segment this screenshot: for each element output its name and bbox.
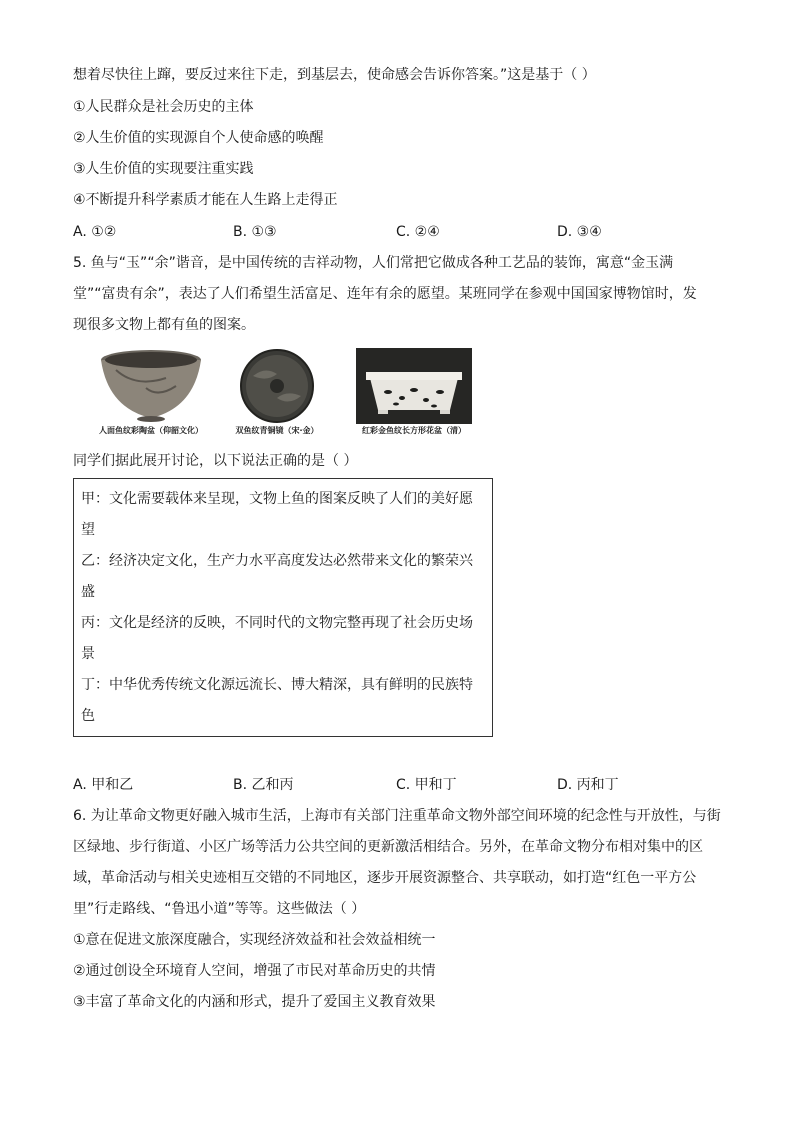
statement-jia-1: 甲：文化需要载体来呈现，文物上鱼的图案反映了人们的美好愿: [81, 491, 473, 507]
statement-yi-2: 盛: [81, 584, 95, 600]
caption-bronze-mirror: 双鱼纹青铜镜（宋·金）: [235, 426, 319, 435]
q4-option-d[interactable]: D. ③④: [557, 224, 602, 240]
statement-ding-1: 丁：中华优秀传统文化源远流长、博大精深，具有鲜明的民族特: [81, 677, 473, 693]
q4-item-4: ④不断提升科学素质才能在人生路上走得正: [73, 192, 338, 208]
flower-pot-image: [356, 348, 472, 424]
statement-bing-1: 丙：文化是经济的反映，不同时代的文物完整再现了社会历史场: [81, 615, 473, 631]
q6-stem-line-3: 域，革命活动与相关史迹相互交错的不同地区，逐步开展资源整合、共享联动，如打造“红色一平方公: [73, 870, 697, 886]
statement-ding-2: 色: [81, 708, 95, 724]
pottery-basin-image: [96, 348, 206, 424]
statement-bing-2: 景: [81, 646, 95, 662]
figure-pottery-basin: [86, 348, 216, 436]
q6-stem-line-1: 6. 为让革命文物更好融入城市生活，上海市有关部门注重革命文物外部空间环境的纪念性与开放性，与街: [73, 808, 721, 824]
q4-option-b[interactable]: B. ①③: [233, 224, 277, 240]
q5-options: [73, 775, 733, 795]
caption-flower-pot: 红彩金鱼纹长方形花盆（清）: [362, 426, 466, 435]
q4-option-c[interactable]: C. ②④: [396, 224, 440, 240]
q4-stem-tail: 想着尽快往上蹿，要反过来往下走，到基层去，使命感会告诉你答案。”这是基于（ ）: [73, 67, 596, 83]
q5-stem-line-1: 5. 鱼与“玉”“余”谐音，是中国传统的吉祥动物，人们常把它做成各种工艺品的装饰，寓意“金玉满: [73, 255, 674, 271]
q4-item-2: ②人生价值的实现源自个人使命感的唤醒: [73, 130, 324, 146]
q5-option-d[interactable]: D. 丙和丁: [557, 777, 619, 793]
q6-item-3: ③丰富了革命文化的内涵和形式，提升了爱国主义教育效果: [73, 994, 436, 1010]
figure-flower-pot: [350, 348, 478, 436]
q5-prompt: 同学们据此展开讨论，以下说法正确的是（ ）: [73, 453, 358, 469]
q4-item-1: ①人民群众是社会历史的主体: [73, 99, 254, 115]
q6-stem-line-2: 区绿地、步行街道、小区广场等活力公共空间的更新激活相结合。另外，在革命文物分布相对集中的区: [73, 839, 703, 855]
q5-option-a[interactable]: A. 甲和乙: [73, 777, 134, 793]
q5-stem-line-3: 现很多文物上都有鱼的图案。: [73, 317, 255, 333]
discussion-box: [73, 478, 493, 737]
figure-bronze-mirror: [222, 348, 332, 436]
q6-stem-line-4: 里”行走路线、“鲁迅小道”等等。这些做法（ ）: [73, 901, 366, 917]
caption-pottery-basin: 人面鱼纹彩陶盆（仰韶文化）: [99, 426, 203, 435]
q5-option-c[interactable]: C. 甲和丁: [396, 777, 457, 793]
statement-yi-1: 乙：经济决定文化，生产力水平高度发达必然带来文化的繁荣兴: [81, 553, 473, 569]
q5-stem-line-2: 堂”“富贵有余”，表达了人们希望生活富足、连年有余的愿望。某班同学在参观中国国家博物馆时，发: [73, 286, 697, 302]
q4-options: [73, 222, 733, 242]
q4-option-a[interactable]: A. ①②: [73, 224, 117, 240]
statement-jia-2: 望: [81, 522, 95, 538]
q6-item-2: ②通过创设全环境育人空间，增强了市民对革命历史的共情: [73, 963, 436, 979]
q6-item-1: ①意在促进文旅深度融合，实现经济效益和社会效益相统一: [73, 932, 436, 948]
bronze-mirror-image: [235, 348, 319, 424]
q5-option-b[interactable]: B. 乙和丙: [233, 777, 294, 793]
artifact-figures: [86, 348, 486, 444]
q4-item-3: ③人生价值的实现要注重实践: [73, 161, 254, 177]
